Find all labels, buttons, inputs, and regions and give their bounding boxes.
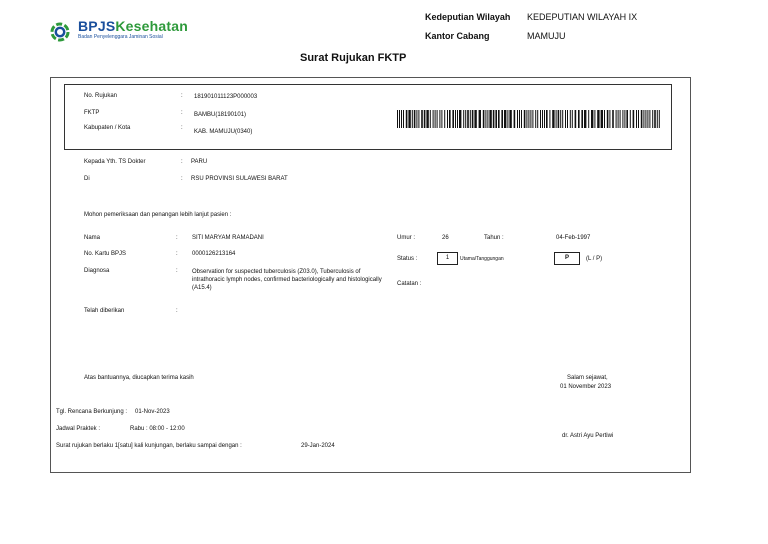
tahun-label: Tahun : [484,235,504,241]
closing-text: Atas bantuannya, diucapkan terima kasih [84,375,194,381]
catatan-label: Catatan : [397,281,422,287]
colon: : [176,268,178,274]
signed-date: 01 November 2023 [560,384,612,390]
kabupaten-value: KAB. MAMUJU(0340) [194,129,253,135]
fktp-value: BAMBU(18190101) [194,112,247,118]
diagnosa-value: Observation for suspected tuberculosis (Z03.0), Tuberculosis of intrathoracic lymph nodes, confirmed bacteriologically and histologically (A15.4) [192,269,382,291]
colon: : [176,251,178,257]
umur-label: Umur : [397,235,415,241]
jadwal-value: Rabu : 08:00 - 12:00 [130,426,185,432]
status-label: Status : [397,256,418,262]
nama-value: SITI MARYAM RAMADANI [192,235,264,241]
di-label: Di [84,176,90,182]
salam-text: Salam sejawat, [567,375,608,381]
nama-label: Nama [84,235,101,241]
gender-value-box: P [554,252,580,265]
colon: : [181,110,183,116]
jadwal-label: Jadwal Praktek : [56,426,101,432]
kedeputian-value: KEDEPUTIAN WILAYAH IX [527,12,638,22]
umur-value: 26 [442,235,449,241]
kantor-value: MAMUJU [527,31,566,41]
kepada-label: Kepada Yth. TS Dokter [84,159,146,165]
status-value-box: 1 [437,252,458,265]
logo-subtitle: Badan Penyelenggara Jaminan Sosial [78,34,163,40]
kabupaten-label: Kabupaten / Kota [84,125,131,131]
bpjs-logo-icon [50,22,70,42]
berlaku-text: Surat rujukan berlaku 1[satu] kali kunjungan, berlaku sampai dengan : [56,443,242,449]
colon: : [176,308,178,314]
rencana-value: 01-Nov-2023 [135,409,170,415]
telah-diberikan-label: Telah diberikan [84,308,125,314]
diagnosa-label: Diagnosa [84,268,110,274]
gender-desc: (L / P) [586,256,603,262]
no-rujukan-label: No. Rujukan [84,93,118,99]
logo-brand [78,18,188,34]
intro-text: Mohon pemeriksaan dan penangan lebih lanjut pasien : [84,212,232,218]
colon: : [181,176,183,182]
referral-barcode [397,110,661,128]
di-value: RSU PROVINSI SULAWESI BARAT [191,176,288,182]
status-desc: Utama/Tanggungan [460,256,504,262]
rencana-label: Tgl. Rencana Berkunjung : [56,409,128,415]
no-rujukan-value: 181901011123P000003 [194,94,258,100]
kedeputian-label: Kedeputian Wilayah [425,12,511,22]
fktp-label: FKTP [84,110,100,116]
kepada-value: PARU [191,159,208,165]
document-title: Surat Rujukan FKTP [300,52,407,64]
colon: : [181,159,183,165]
kartu-bpjs-label: No. Kartu BPJS [84,251,127,257]
colon: : [181,125,183,131]
logo-brand-b: Kesehatan [115,18,188,34]
colon: : [176,235,178,241]
kartu-bpjs-value: 0000126213164 [192,251,236,257]
doctor-name: dr. Astri Ayu Pertiwi [562,433,614,439]
kantor-label: Kantor Cabang [425,31,490,41]
berlaku-date: 29-Jan-2024 [301,443,335,449]
logo-brand-a: BPJS [78,18,116,34]
tanggal-lahir-value: 04-Feb-1997 [556,235,591,241]
colon: : [181,93,183,99]
